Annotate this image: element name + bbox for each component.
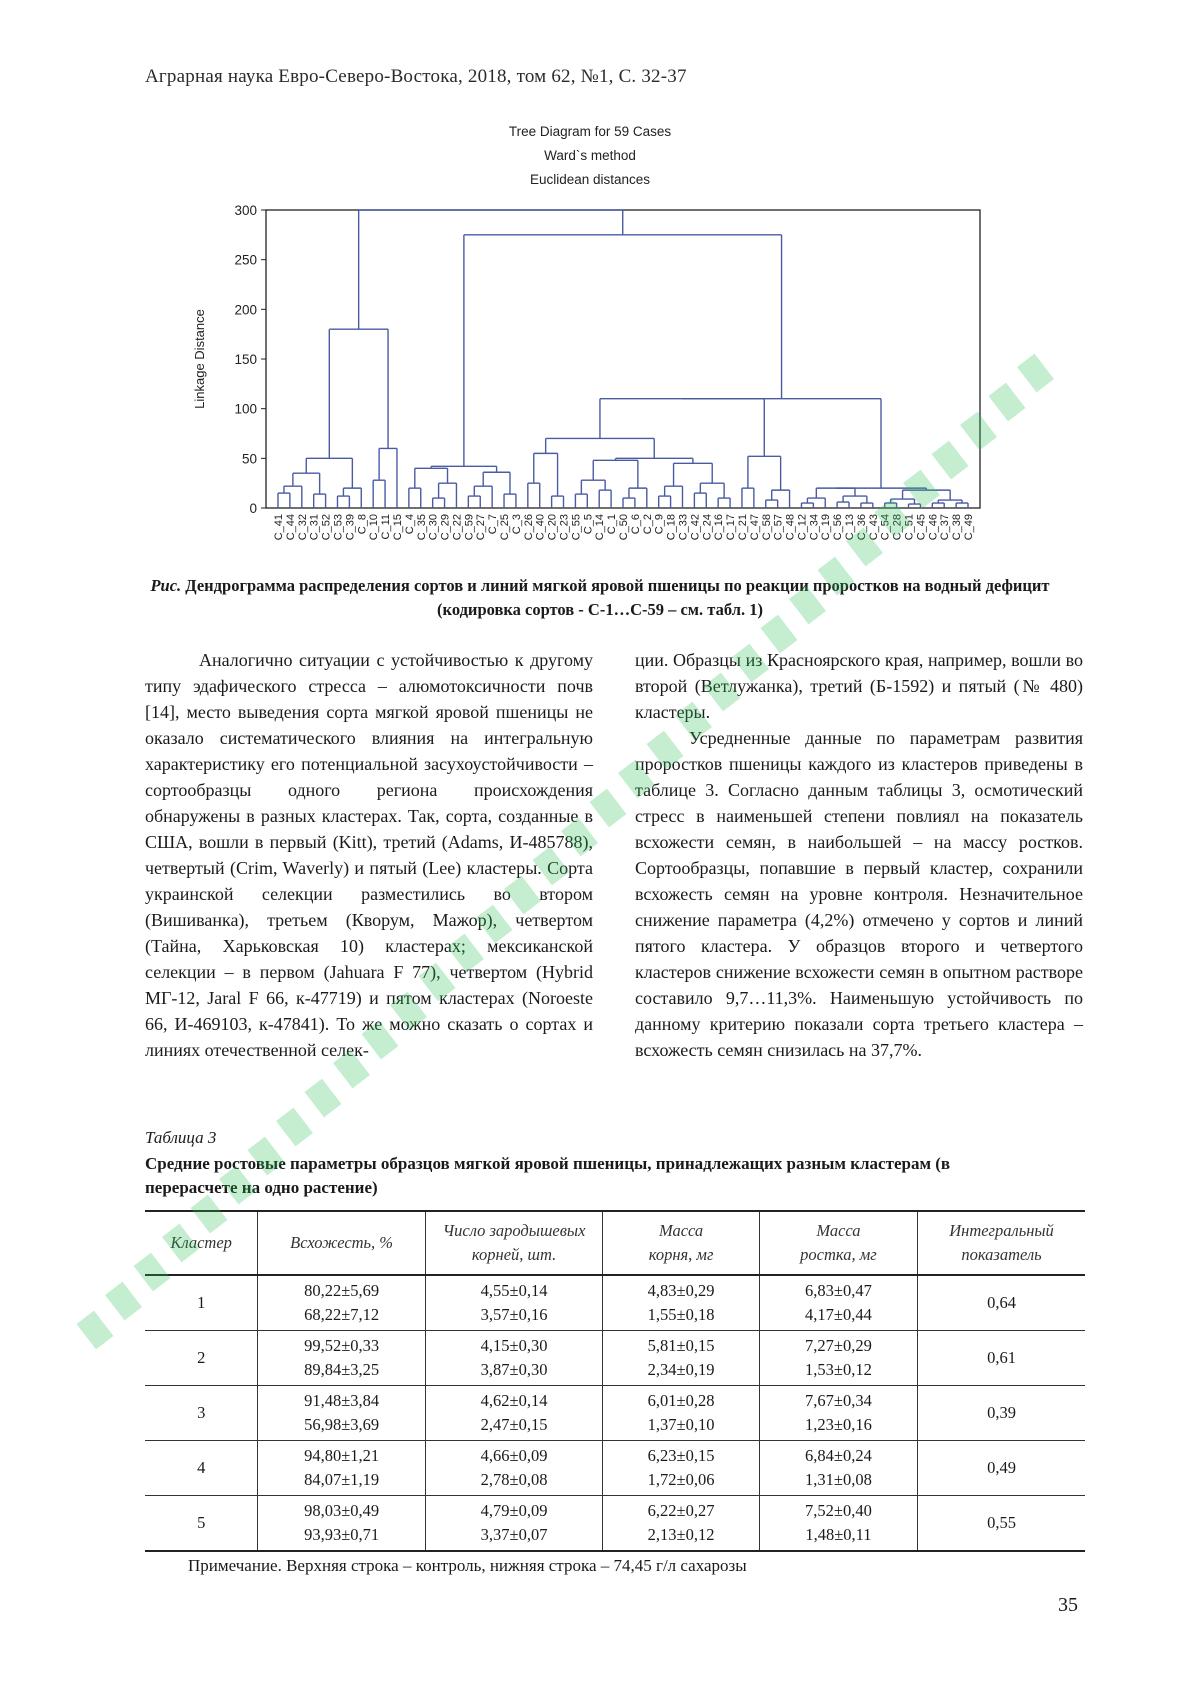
leaf-label: C_54: [879, 514, 892, 541]
cell-cluster: 1: [145, 1275, 258, 1331]
leaf-label: C_39: [344, 514, 357, 541]
leaf-label: C_10: [368, 514, 381, 541]
cell-sprout-mass: 6,84±0,24 1,31±0,08: [759, 1441, 917, 1496]
watermark-block: [590, 789, 627, 828]
journal-header: Аграрная наука Евро-Северо-Востока, 2018, том 62, №1, С. 32-37: [145, 66, 687, 87]
leaf-label: C_25: [499, 514, 512, 541]
header-sprout-mass: Масса ростка, мг: [759, 1211, 917, 1275]
leaf-label: C_1: [606, 514, 619, 535]
header-root-mass: Масса корня, мг: [603, 1211, 759, 1275]
leaf-label: C_26: [522, 514, 535, 541]
y-axis-label: Linkage Distance: [192, 309, 207, 409]
leaf-label: C_22: [451, 514, 464, 541]
leaf-label: C_15: [391, 514, 404, 541]
table-row: [145, 1386, 1085, 1441]
leaf-label: C_28: [891, 514, 904, 541]
leaf-label: C_53: [332, 514, 345, 541]
cell-sprout-mass: 6,83±0,47 4,17±0,44: [759, 1275, 917, 1331]
leaf-label: C_5: [582, 514, 595, 535]
watermark-block: [105, 1282, 142, 1321]
leaf-label: C_57: [772, 514, 785, 541]
leaf-label: C_45: [915, 514, 928, 541]
figure-caption-text: Дендрограмма распределения сортов и линий мягкой яровой пшеницы по реакции проростков на водный дефицит (кодировка сортов - С-1…С-59 – см. табл. 1): [185, 576, 1050, 619]
leaf-label: C_40: [534, 514, 547, 541]
leaf-label: C_29: [439, 514, 452, 541]
cell-roots: 4,55±0,14 3,57±0,16: [425, 1275, 603, 1331]
watermark-block: [305, 1079, 342, 1118]
figure-caption-lead: Рис.: [150, 576, 182, 595]
leaf-label: C_55: [570, 514, 583, 541]
table-title: Средние ростовые параметры образцов мягкой яровой пшеницы, принадлежащих разным кластерам (в перерасчете на одно растение): [145, 1154, 951, 1197]
paragraph-right-1: ции. Образцы из Красноярского края, например, вошли во второй (Ветлужанка), третий (Б-1592) и пятый (№ 480) кластеры.: [635, 650, 1083, 722]
leaf-label: C_23: [558, 514, 571, 541]
leaf-label: C_14: [594, 514, 607, 541]
cell-root-mass: 6,23±0,15 1,72±0,06: [603, 1441, 759, 1496]
cell-cluster: 5: [145, 1496, 258, 1552]
y-tick-label: 100: [234, 401, 257, 417]
results-table: [145, 1210, 1085, 1552]
leaf-label: C_37: [939, 514, 952, 541]
dendrogram-svg: [180, 120, 1000, 580]
leaf-label: C_51: [903, 514, 916, 541]
leaf-label: C_48: [784, 514, 797, 541]
leaf-label: C_21: [736, 514, 749, 541]
table-note: Примечание. Верхняя строка – контроль, нижняя строка – 74,45 г/л сахарозы: [188, 1556, 747, 1575]
leaf-label: C_13: [844, 514, 857, 541]
leaf-label: C_19: [820, 514, 833, 541]
cell-cluster: 2: [145, 1331, 258, 1386]
table-row: [145, 1441, 1085, 1496]
leaf-label: C_7: [487, 514, 500, 535]
cell-integral: 0,61: [918, 1331, 1085, 1386]
cell-roots: 4,15±0,30 3,87±0,30: [425, 1331, 603, 1386]
leaf-label: C_59: [463, 514, 476, 541]
leaf-label: C_27: [475, 514, 488, 541]
table-label: Таблица 3: [145, 1128, 217, 1147]
header-integral: Интегральный показатель: [918, 1211, 1085, 1275]
header-germination: Всхожесть, %: [258, 1211, 425, 1275]
y-tick-label: 50: [241, 451, 257, 467]
cell-root-mass: 6,01±0,28 1,37±0,10: [603, 1386, 759, 1441]
table-header-row: [145, 1211, 1085, 1275]
cell-sprout-mass: 7,27±0,29 1,53±0,12: [759, 1331, 917, 1386]
page-number: 35: [1058, 1594, 1078, 1616]
leaf-label: C_17: [725, 514, 738, 541]
leaf-label: C_35: [415, 514, 428, 541]
cell-sprout-mass: 7,67±0,34 1,23±0,16: [759, 1386, 917, 1441]
watermark-block: [1017, 354, 1054, 393]
leaf-label: C_6: [629, 514, 642, 535]
y-tick-label: 200: [234, 302, 257, 318]
cell-integral: 0,49: [918, 1441, 1085, 1496]
cell-roots: 4,62±0,14 2,47±0,15: [425, 1386, 603, 1441]
leaf-label: C_16: [713, 514, 726, 541]
paragraph-left: Аналогично ситуации с устойчивостью к другому типу эдафического стресса – алюмотоксичности почв [14], место выведения сорта мягкой яровой пшеницы не оказало систематического влияния на интегральную характеристику его потенциальной засухоустойчивости – сортообразцы одного региона происхождения обнаружены в разных кластерах. Так, сорта, созданные в США, вошли в первый (Kitt), третий (Adams, И-485788), четвертый (Crim, Waverly) и пятый (Lee) кластеры. Сорта украинской селекции разместились во втором (Вишиванка), третьем (Кворум, Мажор), четвертом (Тайна, Харьковская 10) кластерах; мексиканской селекции – в первом (Jahuara F 77), четвертом (Hybrid МГ-12, Jaral F 66, к-47719) и пятом кластерах (Noroeste 66, И-469103, к-47841). То же можно сказать о сортах и линиях отечественной селек-: [145, 650, 593, 1060]
leaf-label: C_31: [308, 514, 321, 541]
table-row: [145, 1496, 1085, 1552]
leaf-label: C_41: [273, 514, 285, 541]
leaf-label: C_8: [356, 514, 369, 535]
cell-sprout-mass: 7,52±0,40 1,48±0,11: [759, 1496, 917, 1552]
leaf-label: C_38: [951, 514, 964, 541]
leaf-label: C_24: [701, 514, 714, 541]
cell-germination: 80,22±5,69 68,22±7,12: [258, 1275, 425, 1331]
leaf-label: C_33: [677, 514, 690, 541]
y-tick-label: 300: [234, 203, 257, 218]
leaf-label: C_52: [320, 514, 333, 541]
leaf-label: C_18: [665, 514, 678, 541]
cell-germination: 91,48±3,84 56,98±3,69: [258, 1386, 425, 1441]
watermark-block: [276, 1108, 313, 1147]
header-cluster: Кластер: [145, 1211, 258, 1275]
cell-cluster: 4: [145, 1441, 258, 1496]
leaf-label: C_50: [618, 514, 630, 541]
leaf-label: C_12: [796, 514, 809, 541]
y-tick-label: 250: [234, 252, 257, 268]
figure-caption: [150, 574, 1050, 622]
cell-roots: 4,79±0,09 3,37±0,07: [425, 1496, 603, 1552]
leaf-label: C_47: [748, 514, 761, 541]
leaf-label: C_9: [653, 514, 666, 535]
cell-germination: 99,52±0,33 89,84±3,25: [258, 1331, 425, 1386]
text-column-right: [635, 647, 1083, 1063]
leaf-label: C_56: [832, 514, 845, 541]
leaf-label: C_30: [427, 514, 440, 541]
leaf-label: C_49: [963, 514, 975, 541]
dendrogram-figure: [180, 120, 1000, 580]
cell-root-mass: 5,81±0,15 2,34±0,19: [603, 1331, 759, 1386]
chart-title-line: Ward`s method: [544, 148, 636, 163]
leaf-label: C_58: [760, 514, 773, 541]
cell-integral: 0,55: [918, 1496, 1085, 1552]
leaf-label: C_3: [510, 514, 523, 535]
header-roots-count: Число зародышевых корней, шт.: [425, 1211, 603, 1275]
chart-title-line: Tree Diagram for 59 Cases: [508, 124, 672, 139]
plot-frame: [266, 210, 980, 508]
leaf-label: C_34: [808, 514, 821, 541]
paragraph-right-2: Усредненные данные по параметрам развития проростков пшеницы каждого из кластеров приведены в таблице 3. Согласно данным таблицы 3, осмотический стресс в наименьшей степени повлиял на показатель всхожести семян, в наибольшей – на массу ростков. Сортообразцы, попавшие в первый кластер, сохранили всхожесть семян на уровне контроля. Незначительное снижение параметра (4,2%) отмечено у сортов и линий пятого кластера. У образцов второго и четвертого кластеров снижение всхожести семян в опытном растворе составило 9,7…11,3%. Наименьшую устойчивость по данному критерию показали сорта третьего кластера – всхожесть семян снизилась на 37,7%.: [635, 728, 1083, 1060]
leaf-label: C_2: [641, 514, 654, 535]
text-column-left: [145, 647, 593, 1063]
cell-cluster: 3: [145, 1386, 258, 1441]
leaf-label: C_11: [380, 514, 393, 540]
y-tick-label: 0: [249, 501, 257, 516]
leaf-label: C_32: [296, 514, 309, 541]
chart-title-line: Euclidean distances: [529, 172, 651, 187]
table-row: [145, 1275, 1085, 1331]
cell-integral: 0,39: [918, 1386, 1085, 1441]
cell-integral: 0,64: [918, 1275, 1085, 1331]
cell-germination: 94,80±1,21 84,07±1,19: [258, 1441, 425, 1496]
leaf-label: C_4: [403, 514, 416, 535]
watermark-block: [77, 1311, 114, 1350]
leaf-label: C_20: [546, 514, 559, 541]
cell-root-mass: 4,83±0,29 1,55±0,18: [603, 1275, 759, 1331]
leaf-label: C_42: [689, 514, 702, 541]
cell-germination: 98,03±0,49 93,93±0,71: [258, 1496, 425, 1552]
leaf-label: C_43: [867, 514, 880, 541]
cell-roots: 4,66±0,09 2,78±0,08: [425, 1441, 603, 1496]
leaf-label: C_36: [855, 514, 868, 541]
cell-root-mass: 6,22±0,27 2,13±0,12: [603, 1496, 759, 1552]
leaf-label: C_44: [284, 514, 297, 541]
y-tick-label: 150: [234, 352, 257, 367]
leaf-label: C_46: [927, 514, 940, 541]
table-row: [145, 1331, 1085, 1386]
